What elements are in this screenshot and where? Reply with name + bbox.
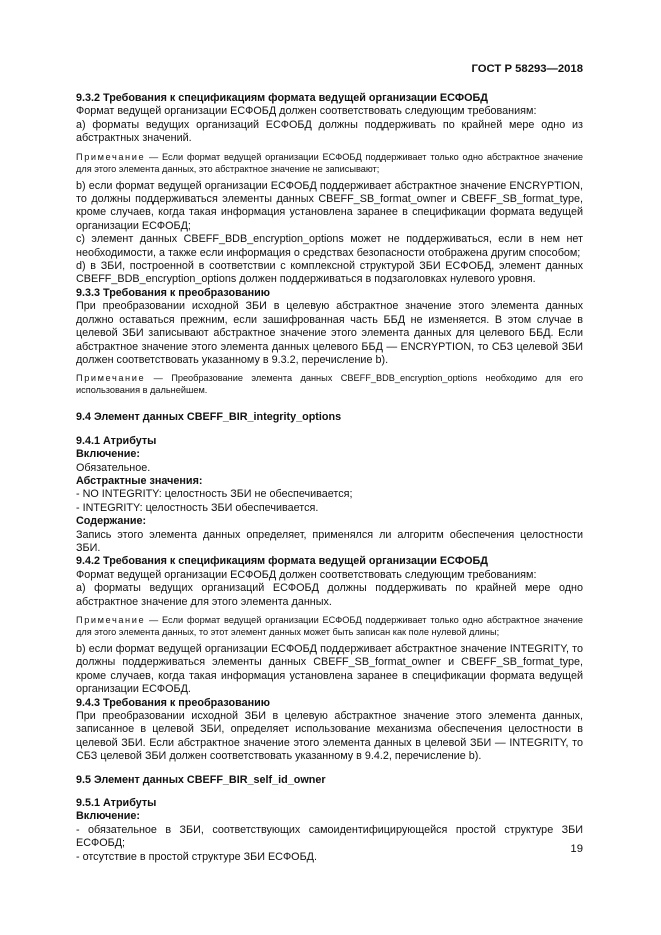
section-heading: 9.3.3 Требования к преобразованию (76, 286, 270, 299)
list-item: c) элемент данных CBEFF_BDB_encryption_options может не поддерживаться, если в нем нет необходимости, а также если информация о средствах безопасности отображена другим способом; (76, 233, 583, 259)
section-heading: 9.4.3 Требования к преобразованию (76, 696, 270, 709)
section-heading: 9.4.1 Атрибуты (76, 434, 157, 447)
note-label: Примечание (76, 373, 146, 384)
list-item: - отсутствие в простой структуре ЗБИ ЕСФОБД. (76, 850, 317, 863)
paragraph: Формат ведущей организации ЕСФОБД должен соответствовать следующим требованиям: (76, 568, 537, 581)
list-item: b) если формат ведущей организации ЕСФОБД поддерживает абстрактное значение INTEGRITY, то должны поддерживаться элементы данных CBEFF_SB_format_owner и CBEFF_SB_format_type, кроме случаев, когда такая информация установлена заранее в спецификации формата ведущей организации ЕСФОБД. (76, 643, 583, 696)
paragraph: При преобразовании исходной ЗБИ в целевую абстрактное значение этого элемента данных, записанное в целевой ЗБИ, определяет использование механизма обеспечения целостности в целевой ЗБИ. Если абстрактное значение этого элемента данных в целевой ЗБИ — INTEGRITY, то СБЗ целевой ЗБИ должен соответствовать указанному в 9.4.2, перечисление b). (76, 710, 583, 763)
field-label: Абстрактные значения: (76, 474, 203, 487)
note-text: — Преобразование элемента данных CBEFF_BDB_encryption_options необходимо для его использования в дальнейшем. (76, 373, 583, 396)
note-label: Примечание (76, 151, 146, 162)
list-item: d) в ЗБИ, построенной в соответствии с комплексной структурой ЗБИ ЕСФОБД, элемент данных CBEFF_BDB_encryption_options должен поддерживаться в подзаголовках нулевого уровня. (76, 260, 583, 286)
field-label: Содержание: (76, 515, 147, 528)
list-item: b) если формат ведущей организации ЕСФОБД поддерживает абстрактное значение ENCRYPTION, то должны поддерживаться элементы данных CBEFF_SB_format_owner и CBEFF_SB_format_type, кроме случаев, когда такая информация установлена заранее в спецификации формата ведущей организации ЕСФОБД; (76, 179, 583, 232)
field-label: Включение: (76, 448, 141, 461)
document-body (76, 92, 583, 864)
list-item: - INTEGRITY: целостность ЗБИ обеспечивается. (76, 501, 319, 514)
section-heading: 9.3.2 Требования к спецификациям формата ведущей организации ЕСФОБД (76, 92, 488, 104)
section-heading: 9.5.1 Атрибуты (76, 797, 157, 810)
field-label: Включение: (76, 810, 141, 823)
section-title: 9.4 Элемент данных CBEFF_BIR_integrity_options (76, 411, 342, 424)
note (76, 614, 583, 638)
note-label: Примечание (76, 615, 146, 625)
paragraph: Обязательное. (76, 461, 151, 474)
note (76, 151, 583, 175)
paragraph: При преобразовании исходной ЗБИ в целевую абстрактное значение этого элемента данных должно оставаться прежним, если зашифрованная часть ББД не изменяется. В этом случае в целевой ЗБИ записывают абстрактное значение этого элемента данных для целевого ББД. Если абстрактное значение этого элемента данных целевого ББД — ENCRYPTION, то СБЗ целевой ЗБИ должен соответствовать указанному в 9.3.2, перечисление b). (76, 300, 583, 366)
section-title: 9.5 Элемент данных CBEFF_BIR_self_id_owner (76, 773, 326, 786)
list-item: - NO INTEGRITY: целостность ЗБИ не обеспечивается; (76, 488, 353, 501)
note (76, 372, 583, 396)
section-heading: 9.4.2 Требования к спецификациям формата ведущей организации ЕСФОБД (76, 555, 488, 568)
list-item: - обязательное в ЗБИ, соответствующих самоидентифицирующейся простой структуре ЗБИ ЕСФОБД; (76, 823, 583, 850)
list-item: а) форматы ведущих организаций ЕСФОБД должны поддерживать по крайней мере одно из абстрактных значений. (76, 118, 583, 145)
paragraph: Формат ведущей организации ЕСФОБД должен соответствовать следующим требованиям: (76, 105, 537, 118)
paragraph: Запись этого элемента данных определяет, применялся ли алгоритм обеспечения целостности ЗБИ. (76, 528, 583, 554)
page-number: 19 (570, 843, 583, 855)
note-text: — Если формат ведущей организации ЕСФОБД поддерживает только одно абстрактное значение для этого элемента данных, то этот элемент данных может быть записан как поле нулевой длины; (76, 615, 583, 637)
standard-header: ГОСТ Р 58293—2018 (471, 63, 583, 75)
note-text: — Если формат ведущей организации ЕСФОБД поддерживает только одно абстрактное значение для этого элемента данных, это абстрактное значение не записывают; (76, 151, 583, 174)
list-item: а) форматы ведущих организаций ЕСФОБД должны поддерживать по крайней мере одно абстрактное значение для этого элемента данных. (76, 582, 583, 608)
